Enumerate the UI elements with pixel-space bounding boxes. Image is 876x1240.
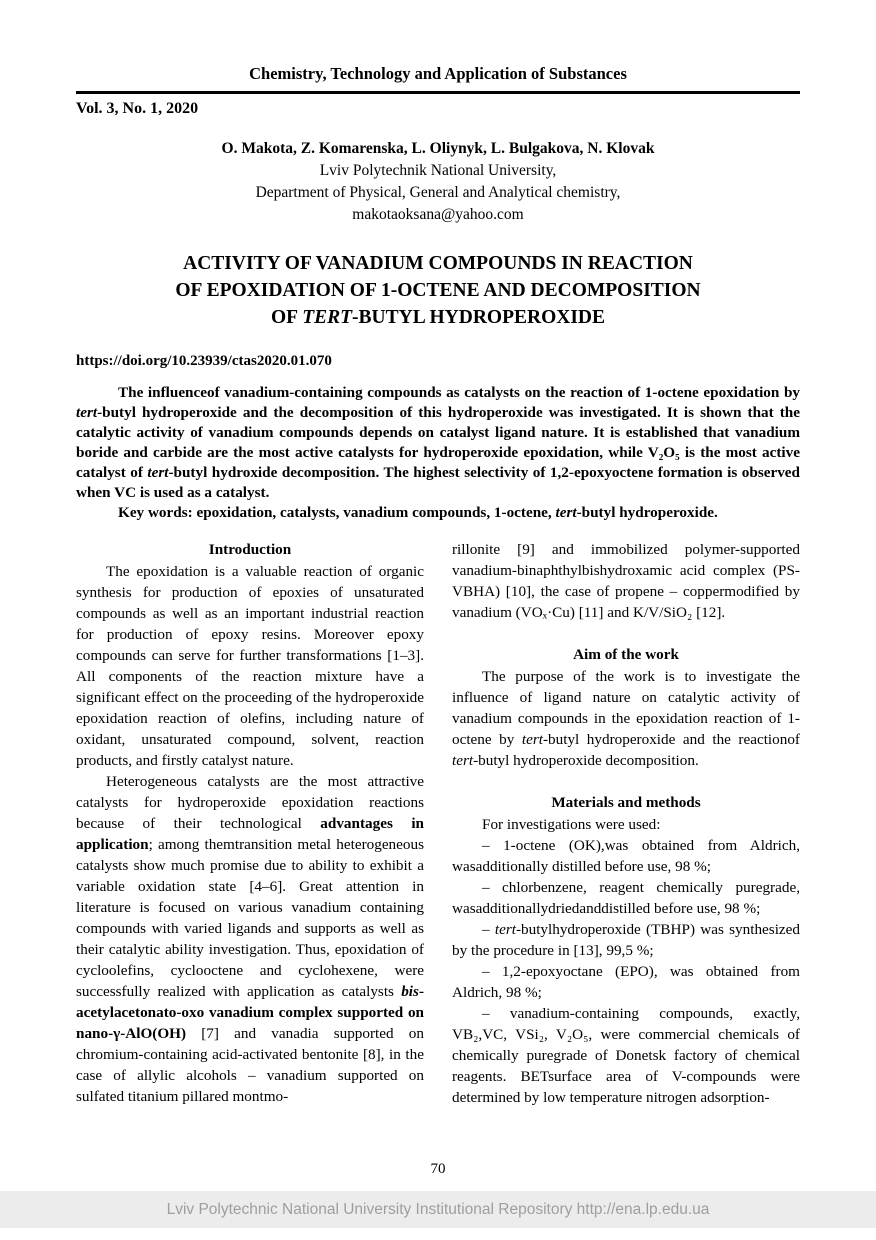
doi-link: https://doi.org/10.23939/ctas2020.01.070 [76, 352, 332, 369]
repository-watermark-text: Lviv Polytechnic National University Institutional Repository http://ena.lp.edu.ua [166, 1200, 710, 1218]
author-email: makotaoksana@yahoo.com [352, 205, 524, 223]
keywords-line: Key words: epoxidation, catalysts, vanadium compounds, 1-octene, tert-butyl hydroperoxide. [118, 503, 718, 521]
affiliation-line-1: Lviv Polytechnik National University, [319, 161, 557, 179]
journal-header [76, 64, 800, 118]
abstract-block [76, 383, 800, 523]
materials-intro: For investigations were used: [482, 815, 661, 833]
two-column-body [76, 539, 800, 1108]
authors-line: O. Makota, Z. Komarenska, L. Oliynyk, L. Bulgakova, N. Klovak [221, 139, 655, 157]
paper-title [76, 250, 800, 331]
repository-watermark-bar [0, 1191, 876, 1228]
page-number: 70 [430, 1161, 446, 1177]
introduction-paragraph-1: The epoxidation is a valuable reaction of organic synthesis for production of epoxies of unsaturated compounds as well as an important industrial reaction for production of epoxy resins. Moreover epoxy compounds can serve for further transformations [1–3]. All components of the reaction mixture have a significant effect on the proceeding of the hydroperoxide epoxidation reaction of olefins, including nature of oxidant, unsaturated compound, solvent, reaction products, and firstly catalyst nature. [76, 562, 424, 769]
aim-paragraph: The purpose of the work is to investigate the influence of ligand nature on catalytic activity of vanadium compounds in the epoxidation reaction of 1-octene by tert-butyl hydroperoxide and the reactionof tert-butyl hydroperoxide decomposition. [452, 667, 800, 769]
introduction-paragraph-2: Heterogeneous catalysts are the most attractive catalysts for hydroperoxide epoxidation reactions because of their technological advantages in application; among themtransition metal heterogeneous catalysts show much promise due to ability to exhibit a variable oxidation state [4–6]. Great attention in literature is focused on various vanadium containing compounds with varied ligands and supports as well as their catalytic ability investigation. Thus, epoxidation of cycloolefins, cyclooctene and cyclohexene, were successfully realized with application as catalysts bis-acetylacetonato-oxo vanadium complex supported on nano-γ-AlO(OH) [7] and vanadia supported on chromium-containing acid-activated bentonite [8], in the case of allylic alcohols – vanadium supported on sulfated titanium pillared montmo- [76, 772, 424, 1105]
right-column [452, 539, 800, 1108]
abstract-text: The influenceof vanadium-containing compounds as catalysts on the reaction of 1-octene epoxidation by tert-butyl hydroperoxide and the decomposition of this hydroperoxide was investigated. It is shown that the catalytic activity of vanadium compounds depends on catalyst ligand nature. It is established that vanadium boride and carbide are the most active catalysts for hydroperoxide epoxidation, while V₂O₅ is the most active catalyst of tert-butyl hydroxide decomposition. The highest selectivity of 1,2-epoxyoctene formation is observed when VC is used as a catalyst. [76, 383, 800, 501]
materials-item-5: – vanadium-containing compounds, exactly, VB₂,VC, VSi₂, V₂O₅, were commercial chemicals of chemically puregrade of Donetsk factory of chemical reagents. BETsurface area of V-compounds were determined by low temperature nitrogen adsorption- [452, 1004, 800, 1106]
heading-introduction: Introduction [208, 540, 292, 558]
byline [76, 138, 800, 226]
volume-issue: Vol. 3, No. 1, 2020 [76, 99, 199, 117]
header-rule [76, 91, 800, 94]
continued-paragraph: rillonite [9] and immobilized polymer-supported vanadium-binaphthylbishydroxamic acid complex (PS-VBHA) [10], the case of propene – coppermodified by vanadium (VOₓ·Cu) [11] and K/V/SiO₂ [12]. [452, 540, 800, 621]
heading-aim-of-the-work: Aim of the work [573, 645, 679, 663]
left-column [76, 539, 424, 1108]
materials-item-3: – tert-butylhydroperoxide (TBHP) was synthesized by the procedure in [13], 99,5 %; [452, 920, 800, 959]
title-line-1: ACTIVITY OF VANADIUM COMPOUNDS IN REACTION [183, 252, 693, 274]
journal-title: Chemistry, Technology and Application of Substances [249, 64, 627, 83]
materials-item-4: – 1,2-epoxyoctane (EPO), was obtained from Aldrich, 98 %; [452, 962, 800, 1001]
materials-item-1: – 1-octene (OK),was obtained from Aldrich, wasadditionally distilled before use, 98 %; [452, 836, 800, 875]
title-line-3: OF TERT-BUTYL HYDROPEROXIDE [270, 306, 606, 328]
materials-item-2: – chlorbenzene, reagent chemically puregrade, wasadditionallydriedanddistilled before use, 98 %; [452, 878, 800, 917]
title-line-2: OF EPOXIDATION OF 1-OCTENE AND DECOMPOSITION [175, 279, 701, 301]
affiliation-line-2: Department of Physical, General and Analytical chemistry, [255, 183, 621, 201]
heading-materials-and-methods: Materials and methods [551, 793, 701, 811]
